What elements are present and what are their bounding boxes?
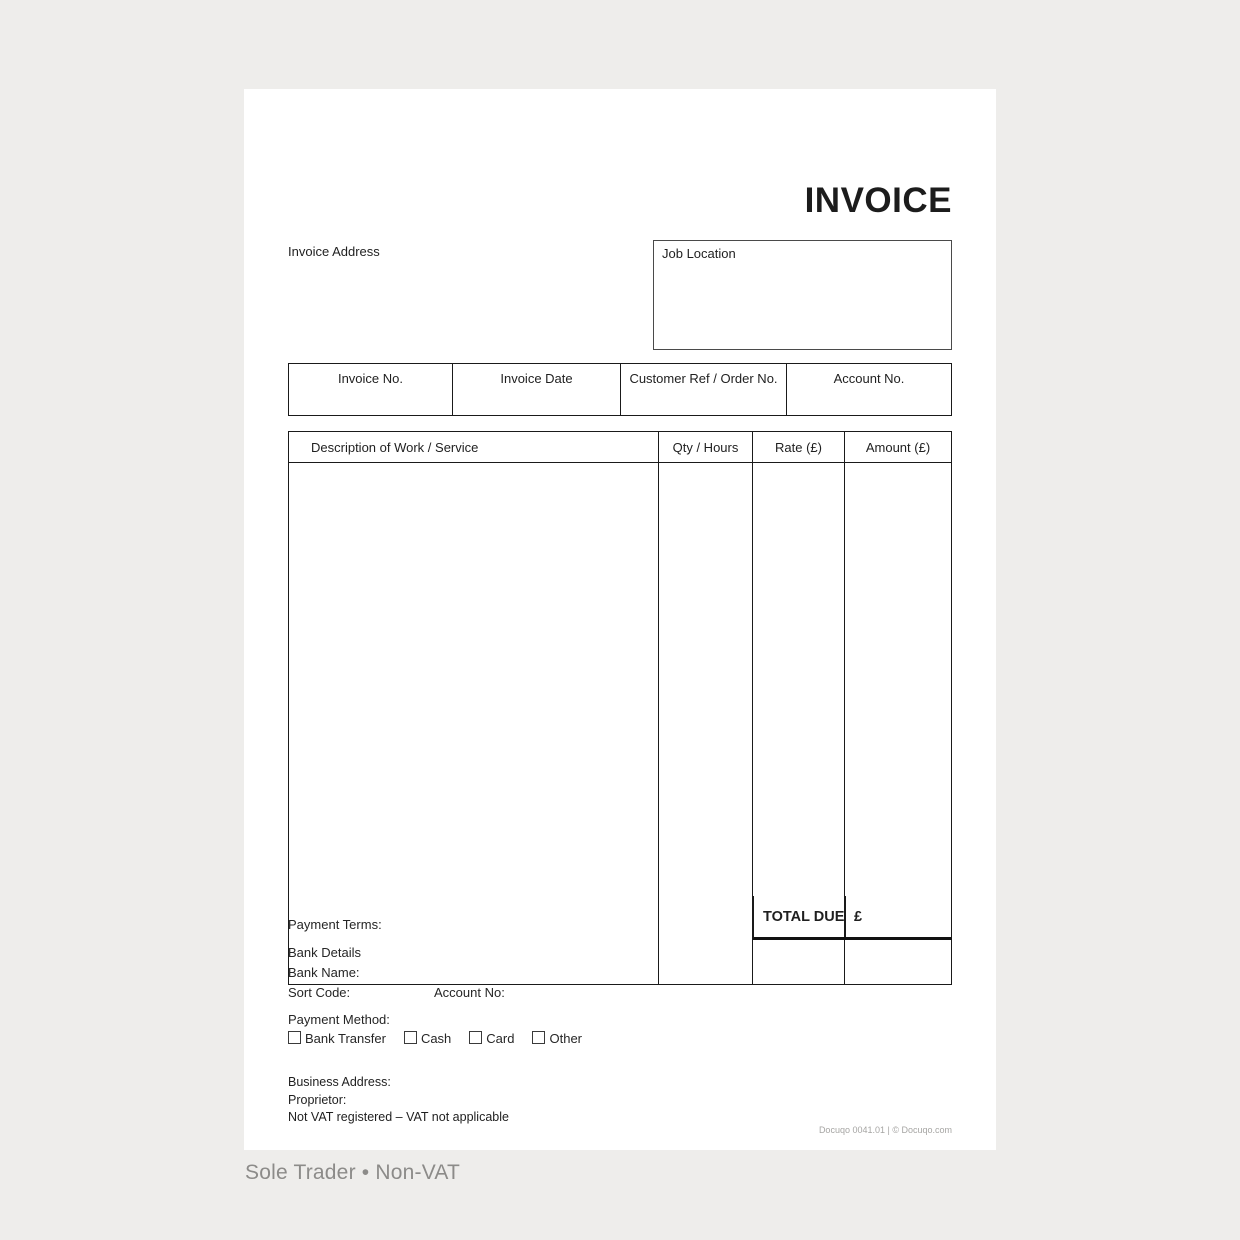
- invoice-date-header: Invoice Date: [453, 364, 621, 415]
- method-other: [532, 1031, 582, 1046]
- qty-hours-column-blank: [659, 463, 753, 984]
- card-label: Card: [486, 1031, 515, 1046]
- account-no-label: Account No:: [434, 985, 505, 1000]
- invoice-no-header: Invoice No.: [289, 364, 453, 415]
- description-column-blank: [289, 463, 659, 984]
- customer-ref-header: Customer Ref / Order No.: [621, 364, 787, 415]
- bank-name-label: Bank Name:: [288, 965, 360, 980]
- template-caption: Sole Trader • Non-VAT: [245, 1161, 461, 1184]
- bank-transfer-label: Bank Transfer: [305, 1031, 386, 1046]
- invoice-meta-table: [288, 363, 952, 416]
- sort-code-label: Sort Code:: [288, 985, 351, 1000]
- vat-note: Not VAT registered – VAT not applicable: [288, 1110, 509, 1124]
- total-due-value: £: [854, 908, 863, 925]
- qty-hours-column-header: Qty / Hours: [659, 432, 753, 462]
- payment-method-label: Payment Method:: [288, 1012, 390, 1027]
- method-card: [469, 1031, 514, 1046]
- method-bank-transfer: [288, 1031, 386, 1046]
- cash-label: Cash: [420, 1031, 452, 1046]
- job-location-label: Job Location: [662, 246, 736, 261]
- card-checkbox[interactable]: [469, 1031, 482, 1044]
- invoice-page: [244, 89, 996, 1150]
- sort-code-row: [288, 985, 688, 1000]
- amount-column-header: Amount (£): [865, 439, 931, 455]
- page-title: INVOICE: [804, 181, 952, 220]
- invoice-address-label: Invoice Address: [288, 244, 380, 259]
- bank-transfer-checkbox[interactable]: [288, 1031, 301, 1044]
- rate-column-header: Rate (£): [753, 432, 845, 462]
- description-column-header: Description of Work / Service: [289, 432, 659, 462]
- method-cash: [404, 1031, 451, 1046]
- proprietor-label: Proprietor:: [288, 1093, 347, 1107]
- total-due-label: TOTAL DUE: [754, 896, 846, 937]
- bank-details-label: Bank Details: [288, 945, 361, 960]
- items-table-header-row: [289, 432, 951, 463]
- business-address-label: Business Address:: [288, 1075, 391, 1089]
- other-label: Other: [549, 1031, 582, 1046]
- job-location-box: [653, 240, 952, 350]
- total-due-box: [753, 896, 952, 940]
- account-no-header: Account No.: [833, 371, 905, 386]
- doc-ref-text: Docuqo 0041.01 | © Docuqo.com: [818, 1125, 952, 1135]
- payment-methods-row: [288, 1031, 600, 1046]
- other-checkbox[interactable]: [532, 1031, 545, 1044]
- payment-terms-label: Payment Terms:: [288, 917, 382, 932]
- cash-checkbox[interactable]: [404, 1031, 417, 1044]
